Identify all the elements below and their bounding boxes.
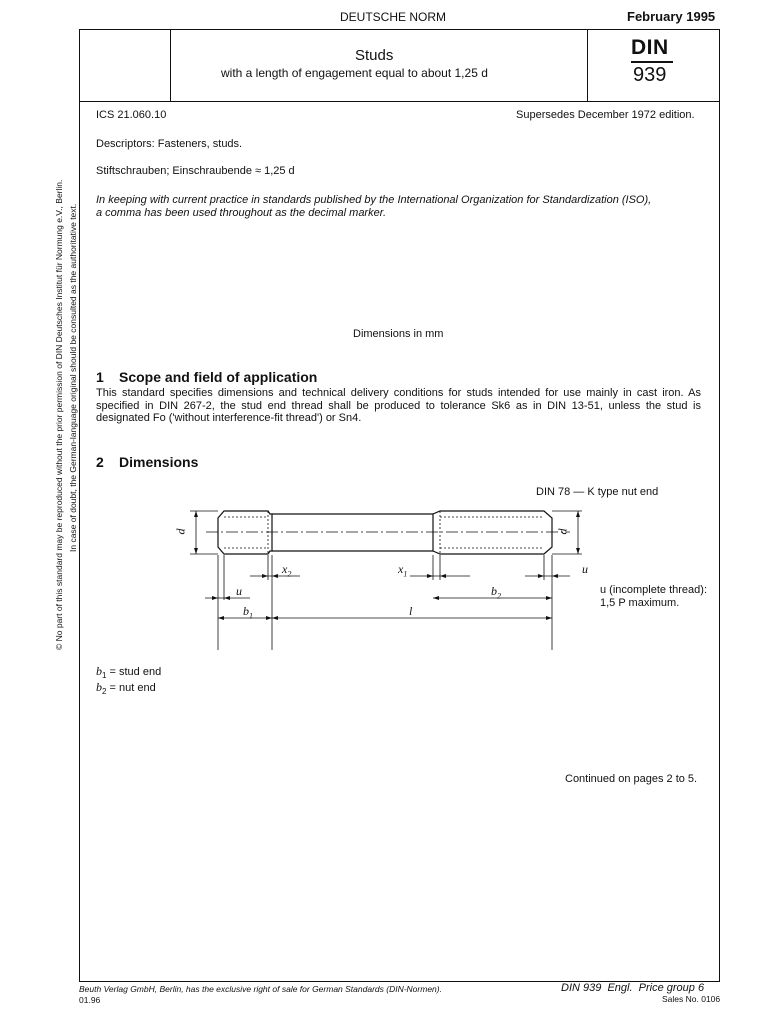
nut-end-outline	[433, 511, 552, 554]
nut-end-label: DIN 78 — K type nut end	[536, 486, 659, 498]
fig-label-x2: $x_2$	[282, 562, 292, 579]
section2-heading: Dimensions	[119, 454, 199, 470]
fig-label-d-left: d	[173, 528, 188, 535]
side-note-line2: In case of doubt, the German-language original should be consulted as the authoritative text.	[68, 203, 78, 552]
din-logo: DIN	[631, 36, 669, 59]
fig-label-b2: $b_2$	[491, 584, 501, 601]
decimal-note-line2: a comma has been used throughout as the decimal marker.	[96, 207, 387, 219]
incomplete-thread-note-1: u (incomplete thread):	[600, 584, 707, 596]
side-note-line1: © No part of this standard may be reproduced without the prior permission of DIN Deutsches Institut für Normung e.V., Berlin.	[54, 179, 64, 650]
fig-label-l: l	[409, 604, 413, 618]
descriptors: Descriptors: Fasteners, studs.	[96, 138, 243, 150]
ics-code: ICS 21.060.10	[96, 109, 167, 121]
standard-number: 939	[633, 64, 667, 86]
continued-note: Continued on pages 2 to 5.	[565, 773, 698, 785]
incomplete-thread-note-2: 1,5 P maximum.	[600, 597, 680, 609]
stud-end-outline	[218, 511, 272, 554]
shank-outline	[272, 514, 433, 551]
side-copyright-note	[54, 179, 78, 650]
document-subtitle: with a length of engagement equal to about 1,25 d	[221, 66, 488, 80]
section1-number: 1	[96, 369, 104, 385]
footer-doc-ref: DIN 939 Engl. Price group 6	[561, 982, 705, 994]
fig-label-u-right: u	[582, 562, 588, 576]
section1-heading: Scope and field of application	[119, 369, 318, 385]
legend-b2: $b_2$ = nut end	[96, 680, 156, 697]
decimal-note-line1: In keeping with current practice in standards published by the International Organization for Standardization (ISO),	[96, 194, 652, 206]
section1-body: This standard specifies dimensions and technical delivery conditions for studs intended for use mainly in cast iron. As specified in DIN 267-2, the stud end thread shall be produced to tolerance Sk6 as in DIN 13-51, unless the stud is designated Fo ('without interference-fit thread') or Sn4.	[96, 387, 701, 424]
section2-number: 2	[96, 454, 104, 470]
supersedes-note: Supersedes December 1972 edition.	[516, 109, 695, 121]
header-organization: DEUTSCHE NORM	[340, 10, 447, 24]
german-title: Stiftschrauben; Einschraubende ≈ 1,25 d	[96, 165, 295, 177]
document-title: Studs	[355, 47, 394, 64]
dimensions-note: Dimensions in mm	[353, 328, 444, 340]
fig-label-u-left: u	[236, 584, 242, 598]
footer-publisher: Beuth Verlag GmbH, Berlin, has the exclusive right of sale for German Standards (DIN-Normen).	[79, 984, 442, 994]
fig-label-b1: $b_1$	[243, 604, 253, 621]
header-date: February 1995	[627, 9, 716, 24]
footer-issue-date: 01.96	[79, 995, 101, 1005]
legend-b1: $b_1$ = stud end	[96, 664, 162, 681]
fig-label-d-right: d	[555, 528, 570, 535]
footer-sales-no: Sales No. 0106	[662, 994, 721, 1004]
fig-label-x1: $x_1$	[398, 562, 408, 579]
